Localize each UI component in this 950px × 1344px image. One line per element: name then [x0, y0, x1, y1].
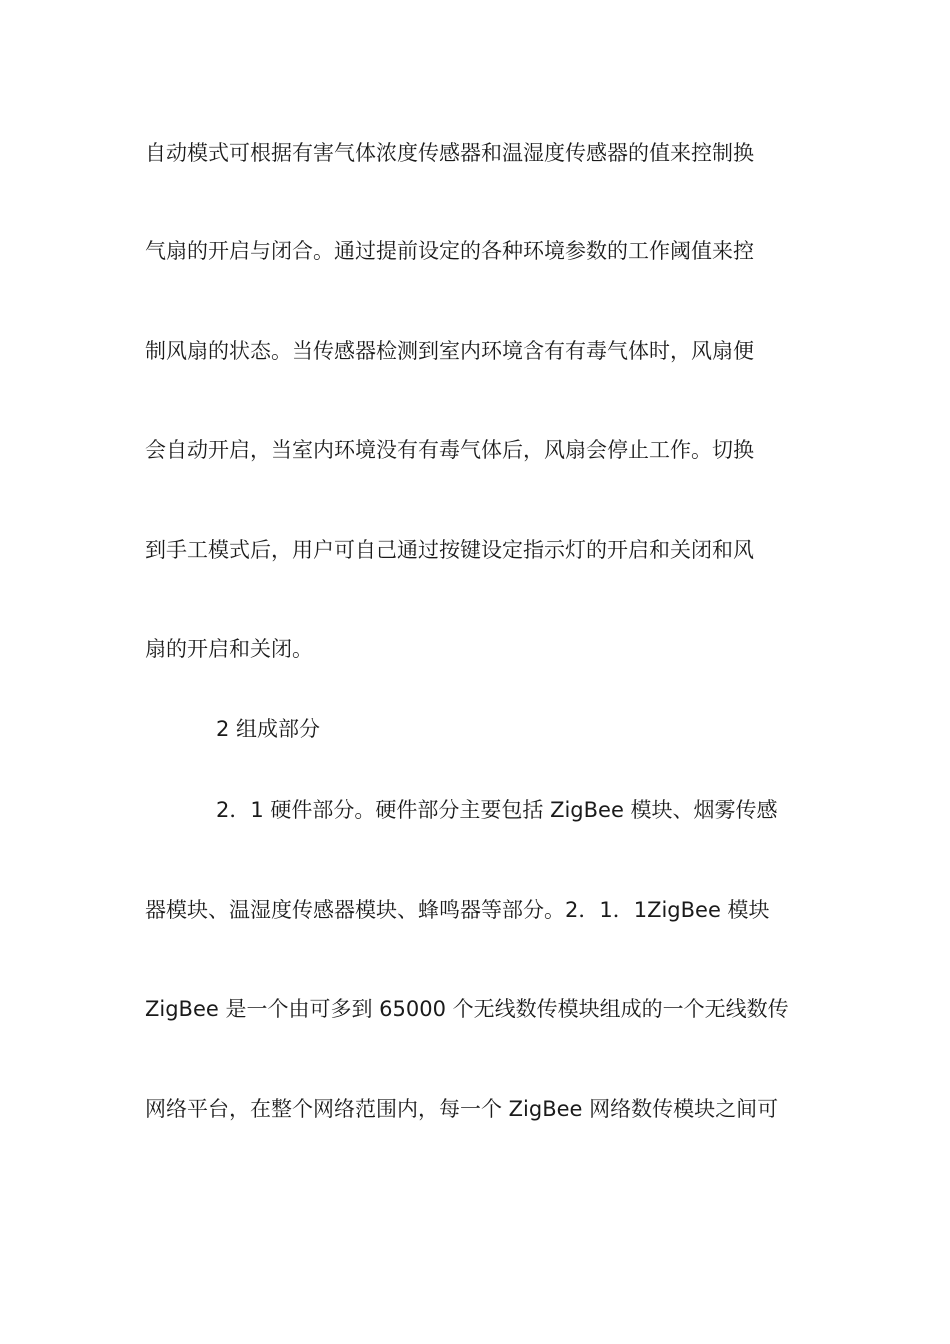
paragraph-line: 器模块、温湿度传感器模块、蜂鸣器等部分。2．1．1ZigBee 模块 — [145, 898, 770, 922]
section-heading: 2 组成部分 — [216, 717, 321, 741]
paragraph-line: 到手工模式后，用户可自己通过按键设定指示灯的开启和关闭和风 — [145, 538, 754, 562]
paragraph-line: 制风扇的状态。当传感器检测到室内环境含有有毒气体时，风扇便 — [145, 339, 754, 363]
paragraph-line: 2．1 硬件部分。硬件部分主要包括 ZigBee 模块、烟雾传感 — [216, 798, 778, 822]
paragraph-line: 扇的开启和关闭。 — [145, 637, 313, 661]
paragraph-line: 会自动开启，当室内环境没有有毒气体后，风扇会停止工作。切换 — [145, 438, 754, 462]
paragraph-line: 气扇的开启与闭合。通过提前设定的各种环境参数的工作阈值来控 — [145, 239, 754, 263]
paragraph-line: ZigBee 是一个由可多到 65000 个无线数传模块组成的一个无线数传 — [145, 997, 789, 1021]
paragraph-line: 网络平台，在整个网络范围内，每一个 ZigBee 网络数传模块之间可 — [145, 1097, 779, 1121]
paragraph-line: 自动模式可根据有害气体浓度传感器和温湿度传感器的值来控制换 — [145, 141, 754, 165]
